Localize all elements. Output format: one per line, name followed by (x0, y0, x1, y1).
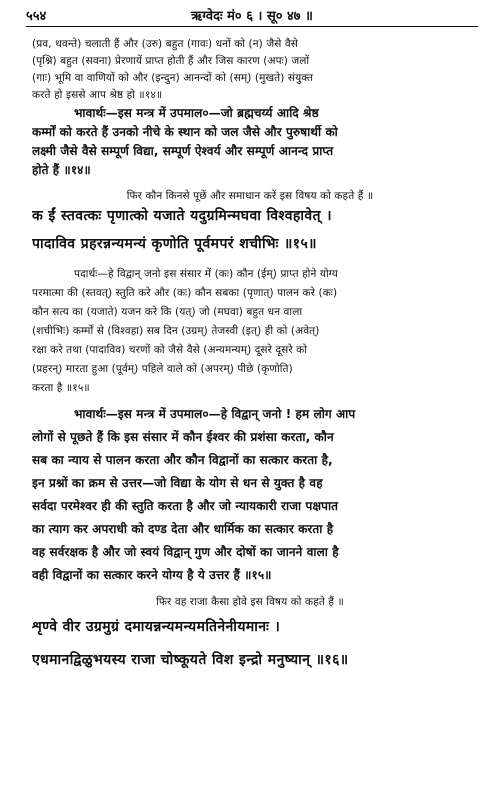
running-title: ऋग्वेदः मं० ६ । सू० ४७ ॥ (191, 9, 313, 24)
text-line: पदार्थः—हे विद्वान् जनो इस संसार में (कः) कौन (ईम्) प्राप्त होने योग्य (74, 268, 339, 280)
mantra-line: क ईं स्तवत्कः पृणात्को यजाते यदुग्रमिन्मघवा विश्वहावेत् । (32, 208, 332, 224)
text-line: परमात्मा की (स्तवत्) स्तुति करे और (कः) कौन सबका (पृणात्) पालन करे (कः) (32, 287, 338, 299)
text-line: कौन सत्य का (यजाते) यजन करे कि (यत्) जो (मघवा) बहुत धन वाला (32, 306, 303, 318)
text-line: कर्म्मों को करते हैं उनको नीचे के स्थान को जल जैसे और पुरुषार्थी को (32, 125, 338, 139)
text-line: लक्ष्मी जैसे वैसे सम्पूर्ण विद्या, सम्पूर्ण ऐश्वर्य और सम्पूर्ण आनन्द प्राप्त (32, 144, 334, 158)
text-line: सब का न्याय से पालन करता और कौन विद्वानों का सत्कार करता है, (32, 453, 333, 467)
text-line: भावार्थः—इस मन्त्र में उपमाल०—हे विद्वान् जनो ! हम लोग आप (74, 407, 356, 421)
text-line: इन प्रश्नों का क्रम से उत्तर—जो विद्या के योग से धन से युक्त है वह (32, 476, 323, 490)
page-number: ५५४ (26, 9, 47, 24)
section-intro: फिर कौन किनसे पूछें और समाधान करें इस विषय को कहते हैं ॥ (126, 190, 374, 202)
header-rule (26, 26, 478, 27)
mantra-line: शृण्वे वीर उग्रमुग्रं दमायन्नन्यमन्यमतिनेनीयमानः । (32, 619, 281, 635)
text-line: का त्याग कर अपराधी को दण्ड देता और धार्मिक का सत्कार करता है (32, 522, 334, 536)
text-line: वह सर्वरक्षक है और जो स्वयं विद्वान् गुण और दोषों का जानने वाला है (32, 545, 339, 559)
text-line: लोगों से पूछते हैं कि इस संसार में कौन ईश्वर की प्रशंसा करता, कौन (32, 430, 334, 444)
mantra-line: पादाविव प्रहरन्नन्यमन्यं कृणोति पूर्वमपरं शचीभिः ॥१५॥ (32, 236, 317, 252)
text-line: (प्रहरन्) मारता हुआ (पूर्वम्) पहिले वाले को (अपरम्) पीछे (कृणोति) (32, 363, 293, 375)
mantra-line: एधमानद्विळुभयस्य राजा चोष्कूयते विश इन्द्रो मनुष्यान् ॥१६॥ (32, 652, 349, 668)
text-line: (गाः) भूमि वा वाणियों को और (इन्दुन) आनन्दों को (सम्) (मुखते) संयुक्त (32, 72, 314, 84)
section-intro: फिर वह राजा कैसा होवे इस विषय को कहते हैं ॥ (156, 596, 344, 608)
text-line: करते हो इससे आप श्रेष्ठ हो ॥१४॥ (32, 89, 163, 101)
text-line: सर्वदा परमेश्वर ही की स्तुति करता है और जो न्यायकारी राजा पक्षपात (32, 499, 339, 513)
text-line: (शचीभिः) कर्म्मों से (विश्वहा) सब दिन (उग्रम्) तेजस्वी (इत्) ही को (अवेत्) (32, 325, 320, 337)
text-line: (पृश्नि) बहुत (सवना) प्रेरणायें प्राप्त होती हैं और जिस कारण (अपः) जलों (32, 55, 310, 67)
text-line: (प्रव, थवन्ते) चलाती हैं और (उरु) बहुत (गावः) धनों को (न) जैसे वैसे (32, 38, 298, 50)
text-line: वही विद्वानों का सत्कार करने योग्य है ये उत्तर हैं ॥१५॥ (32, 568, 272, 582)
text-line: होते हैं ॥१४॥ (32, 163, 91, 177)
text-line: भावार्थः—इस मन्त्र में उपमाल०—जो ब्रह्मचर्य्य आदि श्रेष्ठ (74, 106, 319, 120)
text-line: करता है ॥१५॥ (32, 382, 90, 394)
page-header (26, 4, 478, 24)
text-line: रक्षा करे तथा (पादाविव) चरणों को जैसे वैसे (अन्यमन्यम्) दूसरे दूसरे को (32, 344, 308, 356)
